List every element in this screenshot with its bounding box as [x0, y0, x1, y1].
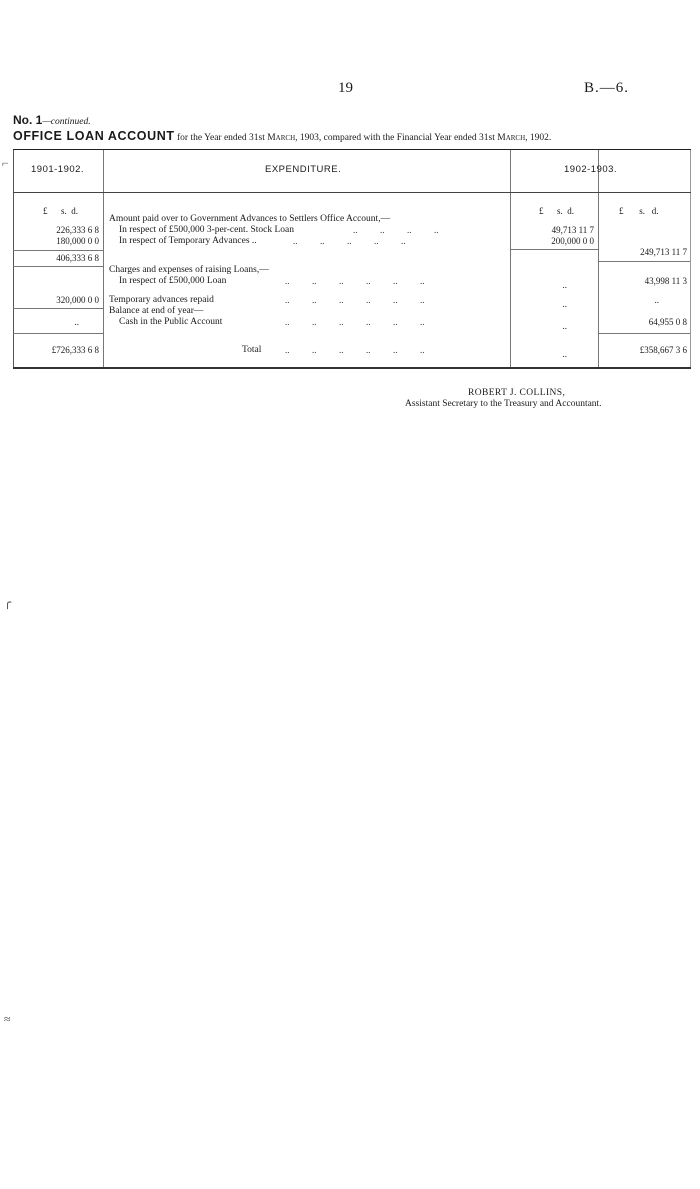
section-number-label: No. 1: [13, 113, 43, 127]
table-divider-2: [510, 150, 511, 367]
signatory-name: ROBERT J. COLLINS,: [468, 388, 566, 398]
margin-mark-top: ⌐: [2, 156, 9, 170]
expenditure-table: [13, 149, 691, 369]
section-number: [13, 113, 91, 128]
table-left-border: [13, 150, 14, 367]
left-rule-3: [13, 308, 103, 309]
left-value-stock-loan: 226,333 6 8: [56, 225, 99, 235]
right-value-charges: 43,998 11 3: [644, 276, 687, 286]
leader-dots: .. .. .. .. .. ..: [285, 317, 425, 327]
expenditure-line-loan-500000: In respect of £500,000 Loan: [119, 276, 227, 286]
mid-value-loan: ..: [562, 280, 567, 290]
mid-value-repaid: ..: [562, 299, 567, 309]
left-value-repaid: 320,000 0 0: [56, 295, 99, 305]
account-title: [13, 129, 551, 143]
table-right-border: [690, 150, 691, 367]
left-value-cash: ..: [74, 317, 79, 327]
title-month-2: March: [497, 133, 526, 143]
title-month-1: March: [267, 133, 296, 143]
signatory-title: Assistant Secretary to the Treasury and Accountant.: [405, 399, 602, 409]
col-header-1901: 1901-1902.: [31, 164, 85, 175]
margin-mark-mid: ╭: [4, 595, 12, 609]
mid-value-stock-loan: 49,713 11 7: [551, 225, 594, 235]
unit-right: £ s. d.: [619, 206, 659, 216]
left-value-temp-advances: 180,000 0 0: [56, 236, 99, 246]
right-rule-2: [598, 333, 690, 334]
mid-value-total: ..: [562, 349, 567, 359]
expenditure-line-repaid: Temporary advances repaid: [109, 295, 214, 305]
expenditure-line-charges: Charges and expenses of raising Loans,—: [109, 265, 269, 275]
account-title-bold: OFFICE LOAN ACCOUNT: [13, 129, 175, 143]
right-value-repaid: ..: [654, 295, 659, 305]
left-value-subtotal: 406,333 6 8: [56, 253, 99, 263]
header-rule: [13, 192, 691, 193]
left-value-total: £726,333 6 8: [51, 345, 99, 355]
unit-mid: £ s. d.: [539, 206, 575, 216]
left-rule-4: [13, 333, 103, 334]
expenditure-line-balance: Balance at end of year—: [109, 306, 204, 316]
expenditure-line-advances: Amount paid over to Government Advances to Settlers Office Account,—: [109, 214, 391, 224]
mid-rule-1: [510, 249, 598, 250]
leader-dots: .. .. .. .. .. ..: [285, 345, 425, 355]
document-reference: B.—6.: [584, 80, 630, 96]
unit-left: £ s. d.: [43, 206, 79, 216]
expenditure-line-temp-advances: In respect of Temporary Advances ..: [119, 236, 257, 246]
page-number: 19: [338, 80, 353, 96]
title-text-c: , 1902.: [525, 133, 552, 143]
expenditure-line-cash: Cash in the Public Account: [119, 317, 223, 327]
leader-dots: .. .. .. .. .. ..: [285, 295, 425, 305]
mid-value-temp-advances: 200,000 0 0: [551, 236, 594, 246]
title-text-a: for the Year ended 31st: [174, 133, 268, 143]
left-subtotal-rule: [13, 250, 103, 251]
continued-label: —continued.: [42, 117, 91, 127]
leader-dots: .. .. .. .. .. ..: [285, 276, 425, 286]
mid-value-cash: ..: [562, 321, 567, 331]
right-value-total: £358,667 3 6: [639, 345, 687, 355]
margin-mark-low: ≈: [4, 1012, 11, 1026]
title-text-b: , 1903, compared with the Financial Year ended 31st: [295, 133, 498, 143]
right-value-advances: 249,713 11 7: [640, 247, 687, 257]
total-label: Total: [242, 345, 262, 355]
right-value-cash: 64,955 0 8: [648, 317, 687, 327]
right-rule-1: [598, 261, 690, 262]
leader-dots: .. .. .. ..: [353, 225, 439, 235]
table-divider-1: [103, 150, 104, 367]
table-divider-3: [598, 150, 599, 367]
left-rule-2: [13, 266, 103, 267]
col-header-1902: 1902-1903.: [564, 164, 618, 175]
expenditure-line-stock-loan: In respect of £500,000 3-per-cent. Stock Loan: [119, 225, 294, 235]
col-header-expenditure: EXPENDITURE.: [265, 164, 342, 175]
leader-dots: .. .. .. .. ..: [293, 236, 406, 246]
